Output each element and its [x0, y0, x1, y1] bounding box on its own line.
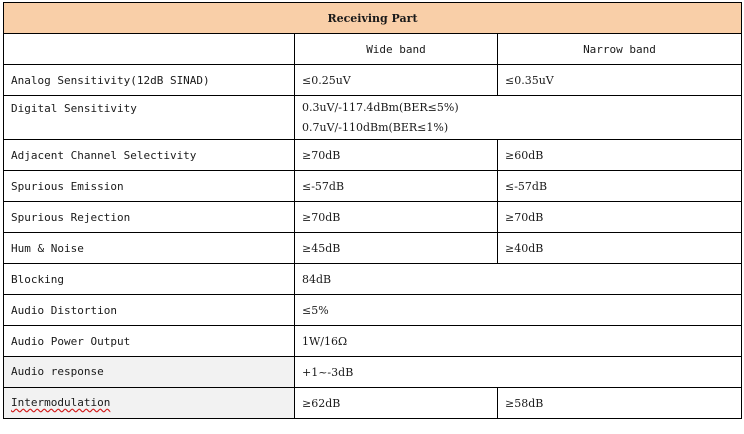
row-label-cell	[4, 357, 295, 388]
table-row	[4, 96, 742, 140]
table-row	[4, 388, 742, 419]
wide-band-value: ≥62dB	[295, 388, 498, 419]
row-label-cell	[4, 388, 295, 419]
row-label: Blocking	[4, 264, 295, 295]
row-label: Digital Sensitivity	[4, 96, 295, 140]
table-row	[4, 295, 742, 326]
wide-band-value: ≥45dB	[295, 233, 498, 264]
shared-value: 84dB	[295, 264, 742, 295]
row-label: Audio response	[4, 357, 294, 387]
row-label	[4, 388, 294, 418]
column-header-row	[4, 34, 742, 65]
wide-band-value: ≥70dB	[295, 202, 498, 233]
narrow-band-value: ≥60dB	[498, 140, 742, 171]
digital-sensitivity-line: 0.7uV/-110dBm(BER≤1%)	[302, 120, 449, 134]
spellcheck-label: Intermodulation	[11, 396, 111, 409]
title-row	[4, 3, 742, 34]
row-label: Spurious Emission	[4, 171, 295, 202]
row-label: Audio Distortion	[4, 295, 295, 326]
table-row	[4, 65, 742, 96]
table-row	[4, 326, 742, 357]
row-label: Adjacent Channel Selectivity	[4, 140, 295, 171]
table-row	[4, 202, 742, 233]
narrow-band-value: ≥58dB	[498, 388, 742, 419]
table-title: Receiving Part	[4, 3, 742, 34]
narrow-band-value: ≤0.35uV	[498, 65, 742, 96]
narrow-band-value: ≥40dB	[498, 233, 742, 264]
header-wide-band: Wide band	[295, 34, 498, 65]
shared-value: 1W/16Ω	[295, 326, 742, 357]
wide-band-value: ≤-57dB	[295, 171, 498, 202]
header-blank	[4, 34, 295, 65]
receiving-part-table	[3, 2, 742, 419]
row-label: Spurious Rejection	[4, 202, 295, 233]
shared-value: ≤5%	[295, 295, 742, 326]
digital-sensitivity-values	[295, 96, 742, 140]
narrow-band-value: ≥70dB	[498, 202, 742, 233]
narrow-band-value: ≤-57dB	[498, 171, 742, 202]
digital-sensitivity-line: 0.3uV/-117.4dBm(BER≤5%)	[302, 100, 459, 114]
row-label: Hum & Noise	[4, 233, 295, 264]
wide-band-value: ≤0.25uV	[295, 65, 498, 96]
wide-band-value: ≥70dB	[295, 140, 498, 171]
shared-value: +1~-3dB	[295, 357, 742, 388]
row-label: Audio Power Output	[4, 326, 295, 357]
table-row	[4, 264, 742, 295]
table-row	[4, 140, 742, 171]
table-row	[4, 171, 742, 202]
row-label: Analog Sensitivity(12dB SINAD)	[4, 65, 295, 96]
header-narrow-band: Narrow band	[498, 34, 742, 65]
table-row	[4, 233, 742, 264]
table-row	[4, 357, 742, 388]
